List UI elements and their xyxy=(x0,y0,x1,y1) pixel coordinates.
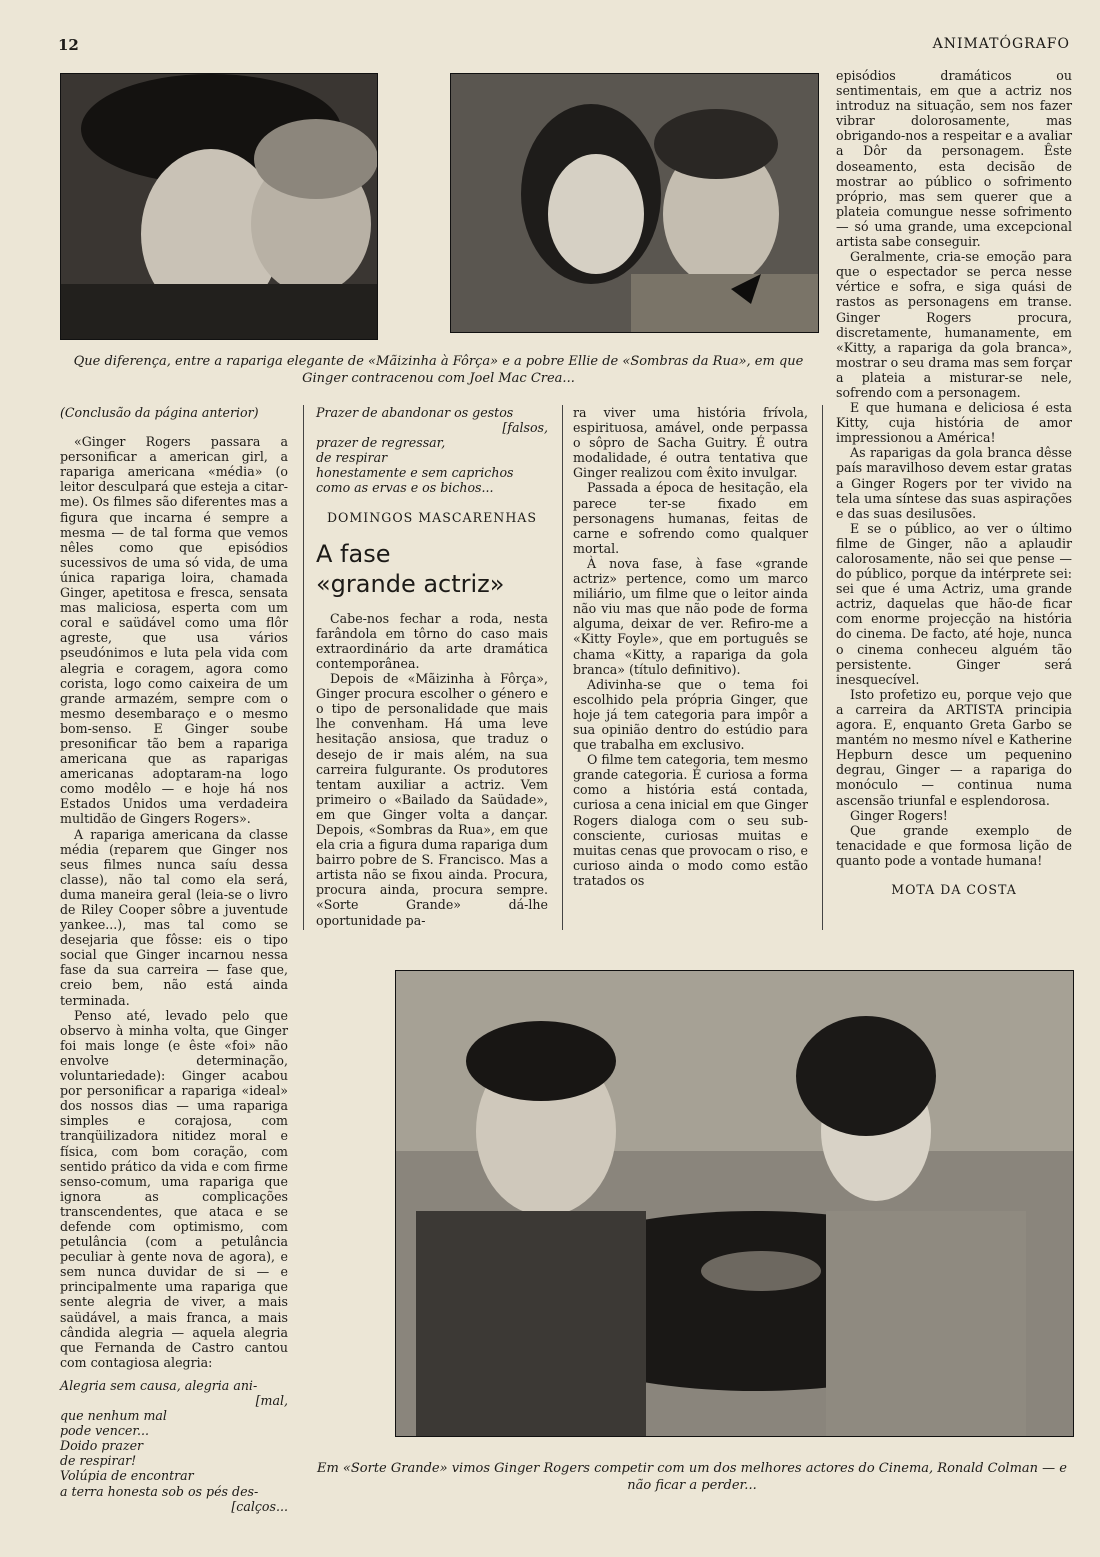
poem-excerpt xyxy=(60,1378,288,1514)
paragraph: Que grande exemplo de tenacidade e que formosa lição de quanto pode a vontade humana! xyxy=(836,822,1072,868)
magazine-title: ANIMATÓGRAFO xyxy=(932,36,1070,52)
verse-line: Prazer de abandonar os gestos xyxy=(316,405,514,420)
article-column-2 xyxy=(316,405,548,928)
verse-line: [mal, xyxy=(255,1393,288,1408)
poem-author: DOMINGOS MASCARENHAS xyxy=(326,509,538,525)
article-column-3 xyxy=(573,405,808,888)
paragraph: Ginger Rogers! xyxy=(850,807,948,823)
top-photo-caption: Que diferença, entre a rapariga elegante de «Mãizinha à Fôrça» e a pobre Ellie de «Sombras da Rua», em que Ginger contracenou com Joel Mac Crea... xyxy=(73,354,804,386)
verse-line: a terra honesta sob os pés des- xyxy=(60,1483,259,1499)
heading-line: A fase xyxy=(316,539,391,568)
paragraph: Adivinha-se que o tema foi escolhido pela própria Ginger, que hoje já tem categoria para impôr a sua opinião dentro do estúdio para que trabalha em exclusivo. xyxy=(573,676,808,753)
paragraph: episódios dramáticos ou sentimentais, em que a actriz nos introduz na situação, sem nos fazer vibrar dolorosamente, mas obrigando-nos a respeitar e a avaliar a Dôr da personagem. Êste doseamento, esta decisão de mostrar ao público o sofrimento próprio, mas sem querer que a plateia comungue nesse sofrimento — só uma grande, uma excepcional artista sabe conseguir. xyxy=(836,68,1072,250)
paragraph: Geralmente, cria-se emoção para que o espectador se perca nesse vértice e sofra, e siga quási de rastos as personagens em transe. Ginger Rogers procura, discretamente, humanamente, em «Kitty, a rapariga da gola branca», mostrar o seu drama mas sem forçar a plateia a misturar-se nele, sofrendo com a personagem. xyxy=(836,249,1072,400)
paragraph: Depois de «Mãizinha à Fôrça», Ginger procura escolher o género e o tipo de personalidade que mais lhe convenham. Há uma leve hesitação ansiosa, que traduz o desejo de ir mais além, na sua carreira fulgurante. Os produtores tentam auxiliar a actriz. Vem primeiro o «Bailado da Saüdade», em que Ginger volta a dançar. Depois, «Sombras da Rua», em que ela cria a figura duma rapariga dum bairro pobre de S. Francisco. Mas a artista não se fixou ainda. Procura, procura ainda, procura sempre. «Sorte Grande» dá-lhe oportunidade pa- xyxy=(316,671,548,928)
continuation-note: (Conclusão da página anterior) xyxy=(60,405,259,420)
paragraph: ra viver uma história frívola, espirituosa, amável, onde perpassa o sôpro de Sacha Guitry. É outra modalidade, é outra tentativa que Ginger realizou com êxito invulgar. xyxy=(573,405,808,481)
article-author: MOTA DA COSTA xyxy=(891,881,1017,897)
verse-line: pode vencer... xyxy=(60,1423,149,1439)
paragraph: Isto profetizo eu, porque vejo que a carreira da ARTISTA principia agora. E, enquanto Greta Garbo se mantém no mesmo nível e Katherine Hepburn desce um pequenino degrau, Ginger — a rapariga do monóculo — continua numa ascensão triunfal e esplendorosa. xyxy=(836,686,1072,808)
paragraph: E se o público, ao ver o último filme de Ginger, não a aplaudir calorosamente, não sei que pense — do público, porque da intérprete sei: sei que é uma Actriz, uma grande actriz, daquelas que hão-de ficar com enorme projecção na história do cinema. De facto, até hoje, nunca o cinema conheceu alguém tão persistente. Ginger será inesquecível. xyxy=(836,520,1072,687)
woman-with-baby-photo xyxy=(60,73,378,340)
column-divider xyxy=(303,405,304,930)
paragraph: À nova fase, à fase «grande actriz» pertence, como um marco miliário, um filme que o leitor ainda não viu mas que não pode de forma alguma, deixar de ver. Refiro-me a «Kitty Foyle», que em português se chama «Kitty, a rapariga da gola branca» (título definitivo). xyxy=(573,555,808,677)
heading-line: «grande actriz» xyxy=(316,569,505,598)
section-heading xyxy=(316,539,548,599)
verse-line: Doido prazer xyxy=(60,1438,144,1454)
verse-line: honestamente e sem caprichos xyxy=(316,465,514,481)
poem-excerpt xyxy=(316,405,548,496)
column-divider xyxy=(562,405,563,930)
article-column-1 xyxy=(60,405,288,1514)
verse-line: Volúpia de encontrar xyxy=(60,1468,194,1484)
verse-line: como as ervas e os bichos... xyxy=(316,480,494,496)
verse-line: [falsos, xyxy=(502,420,548,436)
ginger-rogers-ronald-colman-photo xyxy=(395,970,1074,1437)
paragraph: Cabe-nos fechar a roda, nesta farândola em tôrno do caso mais extraordinário da arte dramática contemporânea. xyxy=(316,610,548,671)
page-number: 12 xyxy=(58,36,79,54)
paragraph: Passada a época de hesitação, ela parece ter-se fixado em personagens humanas, feitas de carne e sofrendo como qualquer mortal. xyxy=(573,480,808,556)
paragraph: As raparigas da gola branca dêsse país maravilhoso devem estar gratas a Ginger Rogers por ter vivido na tela uma síntese das suas aspirações e das suas desilusões. xyxy=(836,445,1072,521)
verse-line: [calços... xyxy=(231,1498,288,1514)
verse-line: de respirar! xyxy=(60,1453,137,1469)
paragraph: A rapariga americana da classe média (reparem que Ginger nos seus filmes nunca saíu dessa classe), não tal como ela será, duma maneira geral (leia-se o livro de Riley Cooper sôbre a juventude yankee...), mas tal como se desejaria que fôsse: eis o tipo social que Ginger incarnou nessa fase da sua carreira — fase que, creio bem, não está ainda terminada. xyxy=(60,826,288,1008)
bottom-photo-caption: Em «Sorte Grande» vimos Ginger Rogers competir com um dos melhores actores do Cinema, Ronald Colman — e não ficar a perder... xyxy=(316,1461,1067,1493)
verse-line: prazer de regressar, xyxy=(316,435,446,451)
ginger-rogers-joel-mccrea-photo xyxy=(450,73,819,333)
article-column-4 xyxy=(836,68,1072,897)
paragraph: «Ginger Rogers passara a personificar a american girl, a rapariga americana «média» (o leitor desculpará que esteja a citar-me). Os filmes são diferentes mas a figura que incarna é sempre a mesma — de tal forma que vemos nêles como que episódios sucessivos de uma só vida, de uma única rapariga loira, chamada Ginger, apetitosa e fresca, sensata mas maliciosa, esperta com um coral e saüdável como uma flôr agreste, que usa vários pseudónimos e luta pela vida com alegria e coragem, agora como corista, logo como caixeira de um grande armazém, sempre com o mesmo desembaraço e o mesmo bom-senso. E Ginger soube presonificar tão bem a rapariga americana que as raparigas americanas adoptaram-na logo como modêlo — e hoje há nos Estados Unidos uma verdadeira multidão de Gingers Rogers». xyxy=(60,434,288,827)
paragraph: E que humana e deliciosa é esta Kitty, cuja história de amor impressionou a América! xyxy=(836,400,1072,446)
verse-line: que nenhum mal xyxy=(60,1408,167,1424)
paragraph: Penso até, levado pelo que observo à minha volta, que Ginger foi mais longe (e êste «foi» não envolve determinação, voluntariedade): Ginger acabou por personificar a rapariga «ideal» dos nossos dias — uma rapariga simples e corajosa, com tranqüilizadora nitidez moral e física, com bom coração, com sentido prático da vida e com firme senso-comum, uma rapariga que ignora as complicações transcendentes, que ataca e se defende com optimismo, com petulância (com a petulância peculiar à gente nova de agora), e sem nunca duvidar de si — e principalmente uma rapariga que sente alegria de viver, a mais saüdável, a mais franca, a mais cândida alegria — aquela alegria que Fernanda de Castro cantou com contagiosa alegria: xyxy=(60,1007,288,1370)
paragraph: O filme tem categoria, tem mesmo grande categoria. É curiosa a forma como a história está contada, curiosa a cena inicial em que Ginger Rogers dialoga com o seu sub-consciente, curiosas muitas e muitas cenas que provocam o riso, e curioso ainda o modo como estão tratados os xyxy=(573,752,808,888)
verse-line: de respirar xyxy=(316,450,388,466)
column-divider xyxy=(822,405,823,930)
verse-line: Alegria sem causa, alegria ani- xyxy=(60,1377,258,1393)
